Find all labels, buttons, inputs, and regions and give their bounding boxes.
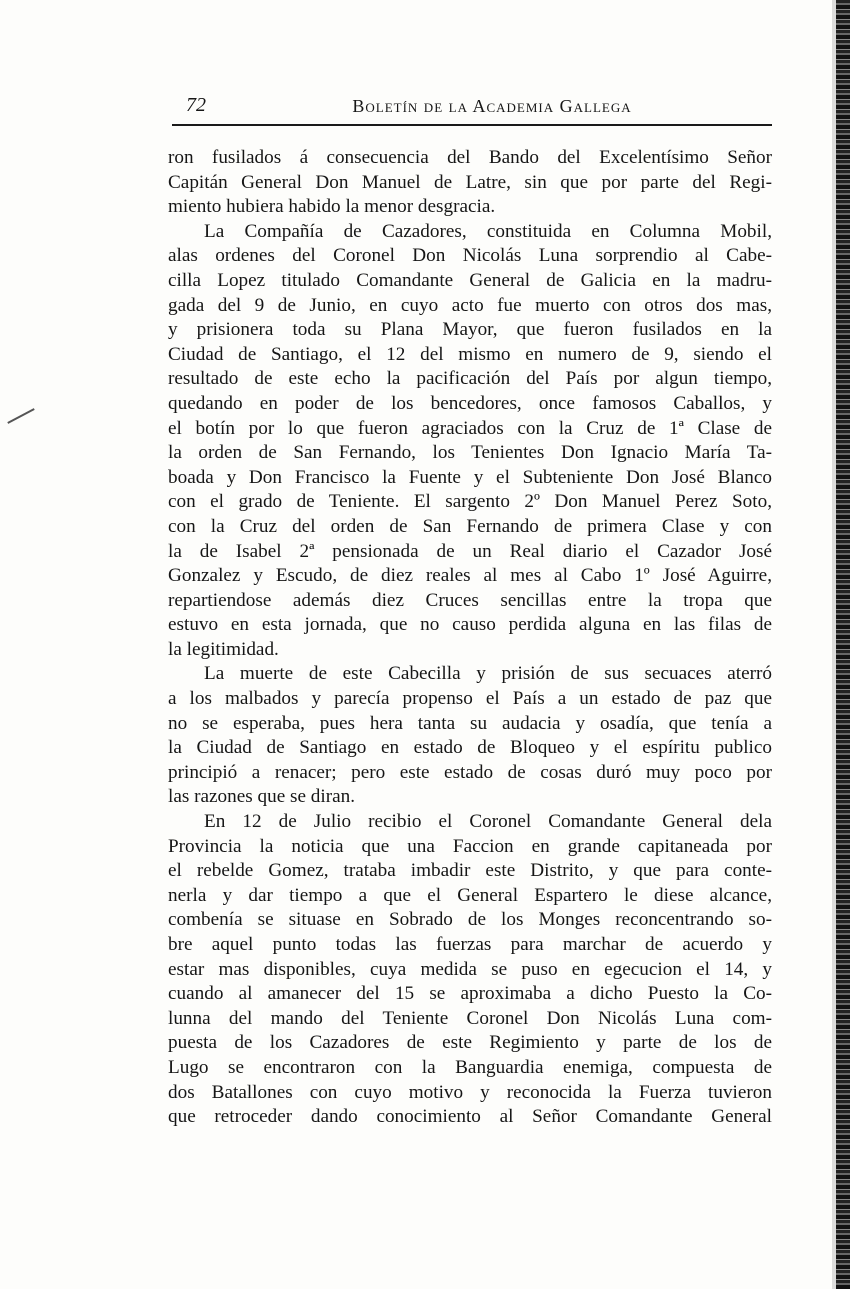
running-header <box>172 94 772 120</box>
text-line: combenía se situase en Sobrado de los Monges reconcentrando so- <box>168 909 772 931</box>
header-rule <box>172 124 772 126</box>
text-line: Capitán General Don Manuel de Latre, sin que por parte del Regi- <box>168 171 772 193</box>
text-line: la orden de San Fernando, los Tenientes Don Ignacio María Ta- <box>168 442 772 464</box>
text-line: Gonzalez y Escudo, de diez reales al mes al Cabo 1º José Aguirre, <box>168 565 772 587</box>
text-line: las razones que se diran. <box>168 786 356 808</box>
text-line: estuvo en esta jornada, que no causo perdida alguna en las filas de <box>168 614 772 636</box>
text-line: nerla y dar tiempo a que el General Espartero le diese alcance, <box>168 884 772 906</box>
text-line: miento hubiera habido la menor desgracia. <box>168 196 496 218</box>
scan-binding-edge <box>836 0 850 1289</box>
text-line: el rebelde Gomez, trataba imbadir este Distrito, y que para conte- <box>168 860 772 882</box>
text-line: puesta de los Cazadores de este Regimiento y parte de los de <box>168 1032 772 1054</box>
text-line: La muerte de este Cabecilla y prisión de sus secuaces aterró <box>204 663 772 685</box>
text-line: lunna del mando del Teniente Coronel Don Nicolás Luna com- <box>168 1007 772 1029</box>
text-line: repartiendose además diez Cruces sencillas entre la tropa que <box>168 589 772 611</box>
text-line: bre aquel punto todas las fuerzas para marchar de acuerdo y <box>168 934 772 955</box>
text-line: la legitimidad. <box>168 638 279 660</box>
text-line: ron fusilados á consecuencia del Bando del Excelentísimo Señor <box>168 147 772 168</box>
text-line: alas ordenes del Coronel Don Nicolás Luna sorprendio al Cabe- <box>168 245 772 267</box>
text-line: que retroceder dando conocimiento al Señor Comandante General <box>168 1106 772 1128</box>
text-line: dos Batallones con cuyo motivo y reconocida la Fuerza tuvieron <box>168 1081 772 1103</box>
text-line: La Compañía de Cazadores, constituida en Columna Mobil, <box>204 220 772 242</box>
text-line: con la Cruz del orden de San Fernando de primera Clase y con <box>168 515 772 537</box>
text-line: En 12 de Julio recibio el Coronel Comandante General dela <box>204 811 772 833</box>
pen-mark <box>7 408 34 424</box>
text-line: boada y Don Francisco la Fuente y el Subteniente Don José Blanco <box>168 466 772 488</box>
text-line: con el grado de Teniente. El sargento 2º Don Manuel Perez Soto, <box>168 491 772 513</box>
text-line: Lugo se encontraron con la Banguardia enemiga, compuesta de <box>168 1056 772 1078</box>
page-number: 72 <box>186 94 206 116</box>
text-line: estar mas disponibles, cuya medida se puso en egecucion el 14, y <box>168 958 772 980</box>
text-line: y prisionera toda su Plana Mayor, que fueron fusilados en la <box>168 319 772 341</box>
text-line: quedando en poder de los bencedores, once famosos Caballos, y <box>168 392 772 414</box>
text-line: la de Isabel 2ª pensionada de un Real diario el Cazador José <box>168 540 772 562</box>
running-title: Boletín de la Academia Gallega <box>352 96 632 116</box>
text-line: gada del 9 de Junio, en cuyo acto fue muerto con otros dos mas, <box>168 294 772 316</box>
text-line: resultado de este echo la pacificación del País por algun tiempo, <box>168 368 772 390</box>
text-line: principió a renacer; pero este estado de cosas duró muy poco por <box>168 761 772 783</box>
text-line: el botín por lo que fueron agraciados con la Cruz de 1ª Clase de <box>168 417 772 439</box>
text-line: la Ciudad de Santiago en estado de Bloqueo y el espíritu publico <box>168 737 772 759</box>
text-line: Ciudad de Santiago, el 12 del mismo en numero de 9, siendo el <box>168 343 772 365</box>
text-line: cuando al amanecer del 15 se aproximaba a dicho Puesto la Co- <box>168 983 772 1005</box>
body-text <box>168 146 772 1130</box>
text-line: a los malbados y parecía propenso el País a un estado de paz que <box>168 688 772 710</box>
text-line: no se esperaba, pues hera tanta su audacia y osadía, que tenía a <box>168 712 772 734</box>
text-line: Provincia la noticia que una Faccion en grande capitaneada por <box>168 835 772 857</box>
text-line: cilla Lopez titulado Comandante General de Galicia en la madru- <box>168 269 772 291</box>
